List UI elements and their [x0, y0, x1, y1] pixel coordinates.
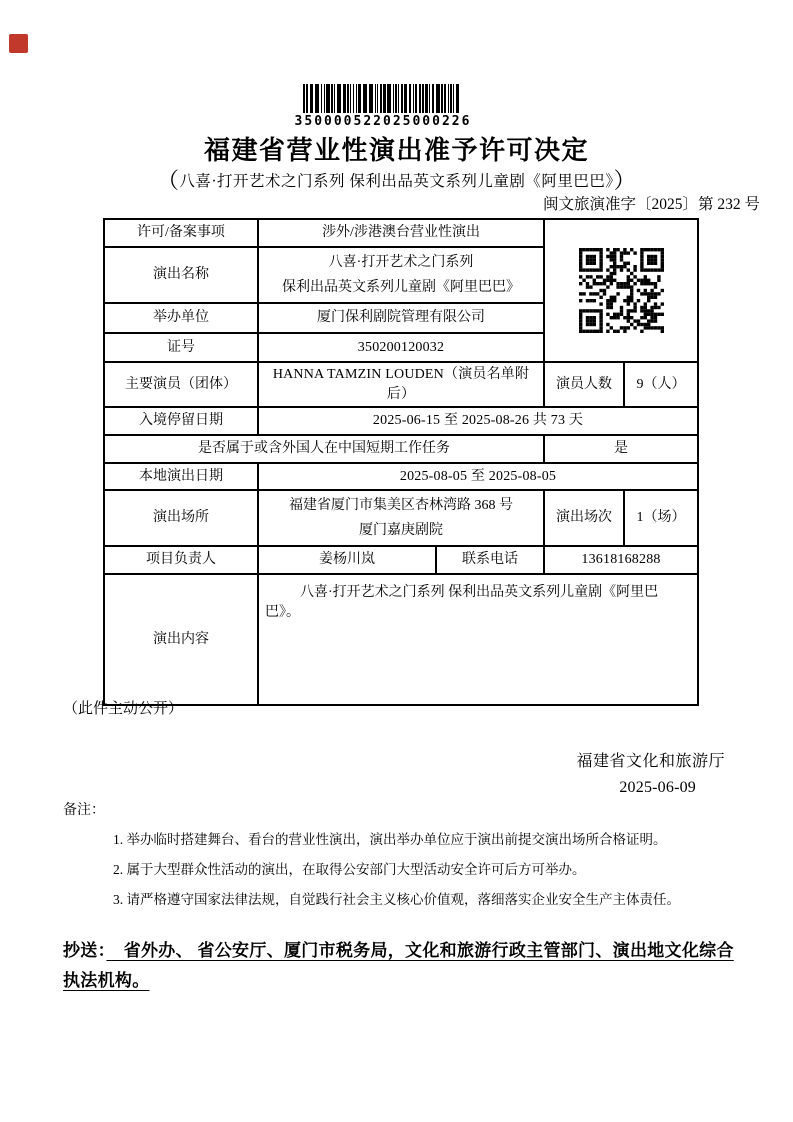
venue-label: 演出场所 — [104, 490, 258, 546]
local-dates-label: 本地演出日期 — [104, 463, 258, 490]
table-row — [104, 362, 698, 407]
qr-code-icon — [579, 248, 664, 333]
table-row — [104, 219, 698, 247]
performer-count-label: 演员人数 — [544, 362, 624, 407]
cc-label: 抄送： — [63, 941, 107, 960]
subtitle-paren-open: （ — [156, 168, 180, 193]
license-item-label: 许可/备案事项 — [104, 219, 258, 247]
venue-line2: 厦门嘉庚剧院 — [359, 523, 443, 539]
red-marker — [9, 34, 28, 53]
entry-stay-label: 入境停留日期 — [104, 407, 258, 435]
main-performers-label: 主要演员（团体） — [104, 362, 258, 407]
content-value — [258, 574, 698, 705]
table-row — [104, 546, 698, 574]
performance-name-line1: 八喜·打开艺术之门系列 — [328, 255, 474, 270]
notes-label: 备注： — [63, 803, 105, 818]
table-row — [104, 574, 698, 705]
issuing-authority: 福建省文化和旅游厅 — [576, 753, 725, 770]
short-term-work-value: 是 — [544, 435, 698, 463]
project-lead-value: 姜杨川岚 — [258, 546, 436, 574]
entry-stay-value: 2025-06-15 至 2025-08-26 共 73 天 — [258, 407, 698, 435]
note-item-1: 1. 举办临时搭建舞台、看台的营业性演出，演出举办单位应于演出前提交演出场所合格证明。 — [113, 832, 667, 847]
main-performers-value: HANNA TAMZIN LOUDEN（演员名单附后） — [258, 362, 544, 407]
license-item-value: 涉外/涉港澳台营业性演出 — [258, 219, 544, 247]
performance-name-value — [258, 247, 544, 303]
note-item-2: 2. 属于大型群众性活动的演出，在取得公安部门大型活动安全许可后方可举办。 — [113, 862, 586, 877]
venue-value — [258, 490, 544, 546]
table-row — [104, 435, 698, 463]
performance-name-line2: 保利出品英文系列儿童剧《阿里巴巴》 — [282, 280, 520, 295]
organizer-value: 厦门保利剧院管理有限公司 — [258, 303, 544, 333]
content-text: 八喜·打开艺术之门系列 保利出品英文系列儿童剧《阿里巴巴》。 — [265, 585, 659, 620]
short-term-work-label: 是否属于或含外国人在中国短期工作任务 — [104, 435, 544, 463]
performance-name-label: 演出名称 — [104, 247, 258, 303]
sessions-value: 1（场） — [624, 490, 698, 546]
table-row — [104, 463, 698, 490]
table-row — [104, 490, 698, 546]
qr-code-cell — [544, 219, 698, 362]
cert-no-value: 350200120032 — [258, 333, 544, 362]
cc-line2: 执法机构。 — [63, 971, 150, 990]
barcode — [283, 84, 483, 129]
performer-count-value: 9（人） — [624, 362, 698, 407]
sessions-label: 演出场次 — [544, 490, 624, 546]
table-row — [104, 407, 698, 435]
note-item-3: 3. 请严格遵守国家法律法规，自觉践行社会主义核心价值观，落细落实企业安全生产主体责任。 — [113, 892, 680, 907]
barcode-icon — [303, 84, 463, 113]
local-dates-value: 2025-08-05 至 2025-08-05 — [258, 463, 698, 490]
document-subtitle — [0, 164, 793, 195]
barcode-number: 350000522025000226 — [294, 114, 472, 129]
document-title: 福建省营业性演出准予许可决定 — [203, 136, 589, 166]
issue-date: 2025-06-09 — [619, 779, 696, 796]
subtitle-text: 八喜·打开艺术之门系列 保利出品英文系列儿童剧《阿里巴巴》 — [179, 173, 614, 190]
venue-line1: 福建省厦门市集美区杏林湾路 368 号 — [289, 498, 513, 514]
content-label: 演出内容 — [104, 574, 258, 705]
organizer-label: 举办单位 — [104, 303, 258, 333]
subtitle-paren-close: ） — [613, 168, 637, 193]
phone-value: 13618168288 — [544, 546, 698, 574]
cert-no-label: 证号 — [104, 333, 258, 362]
cc-line1: 省外办、 省公安厅、厦门市税务局，文化和旅游行政主管部门、演出地文化综合 — [106, 941, 734, 960]
license-table — [103, 218, 699, 706]
phone-label: 联系电话 — [436, 546, 544, 574]
project-lead-label: 项目负责人 — [104, 546, 258, 574]
disclosure-note: （此件主动公开） — [63, 701, 184, 717]
document-number: 闽文旅演准字〔2025〕第 232 号 — [542, 196, 760, 213]
cc-block — [63, 936, 753, 996]
